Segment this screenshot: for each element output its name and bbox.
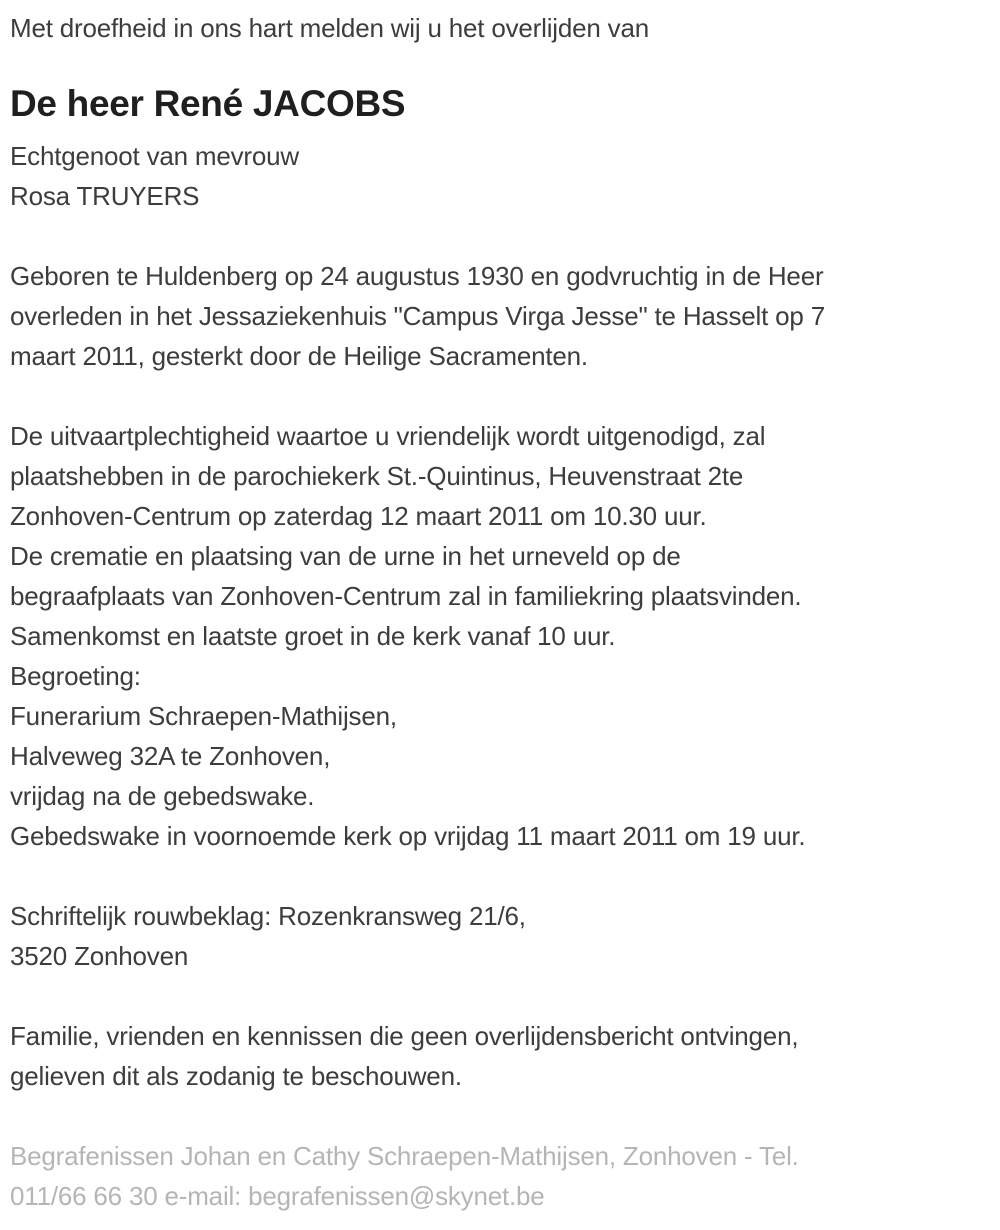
footer-line: 011/66 66 30 e-mail: begrafenissen@skynet.be <box>10 1181 545 1211</box>
notice-line: gelieven dit als zodanig te beschouwen. <box>10 1061 462 1091</box>
service-paragraph <box>10 416 990 856</box>
service-line: begraafplaats van Zonhoven-Centrum zal in familiekring plaatsvinden. <box>10 581 802 611</box>
service-line: plaatshebben in de parochiekerk St.-Quintinus, Heuvenstraat 2te <box>10 461 744 491</box>
service-line: vrijdag na de gebedswake. <box>10 781 315 811</box>
condolence-line: 3520 Zonhoven <box>10 941 189 971</box>
intro-line: Met droefheid in ons hart melden wij u het overlijden van <box>10 13 649 43</box>
relation-line: Echtgenoot van mevrouw <box>10 141 299 171</box>
service-line: Samenkomst en laatste groet in de kerk vanaf 10 uur. <box>10 621 616 651</box>
notice-paragraph <box>10 1016 990 1096</box>
life-line: maart 2011, gesterkt door de Heilige Sacramenten. <box>10 341 588 371</box>
spouse-name-line: Rosa TRUYERS <box>10 181 200 211</box>
service-line: Gebedswake in voornoemde kerk op vrijdag 11 maart 2011 om 19 uur. <box>10 821 806 851</box>
spouse-block <box>10 136 990 216</box>
life-paragraph <box>10 256 990 376</box>
funeral-home-footer <box>10 1136 990 1216</box>
condolence-paragraph <box>10 896 990 976</box>
life-line: Geboren te Huldenberg op 24 augustus 1930 en godvruchtig in de Heer <box>10 261 824 291</box>
service-line: De crematie en plaatsing van de urne in het urneveld op de <box>10 541 681 571</box>
footer-line: Begrafenissen Johan en Cathy Schraepen-Mathijsen, Zonhoven - Tel. <box>10 1141 799 1171</box>
service-line: Begroeting: <box>10 661 141 691</box>
condolence-line: Schriftelijk rouwbeklag: Rozenkransweg 21/6, <box>10 901 526 931</box>
service-line: De uitvaartplechtigheid waartoe u vriendelijk wordt uitgenodigd, zal <box>10 421 766 451</box>
service-line: Funerarium Schraepen-Mathijsen, <box>10 701 397 731</box>
service-line: Zonhoven-Centrum op zaterdag 12 maart 2011 om 10.30 uur. <box>10 501 707 531</box>
notice-line: Familie, vrienden en kennissen die geen overlijdensbericht ontvingen, <box>10 1021 799 1051</box>
life-line: overleden in het Jessaziekenhuis "Campus Virga Jesse" te Hasselt op 7 <box>10 301 825 331</box>
deceased-name-heading: De heer René JACOBS <box>10 83 406 124</box>
service-line: Halveweg 32A te Zonhoven, <box>10 741 331 771</box>
